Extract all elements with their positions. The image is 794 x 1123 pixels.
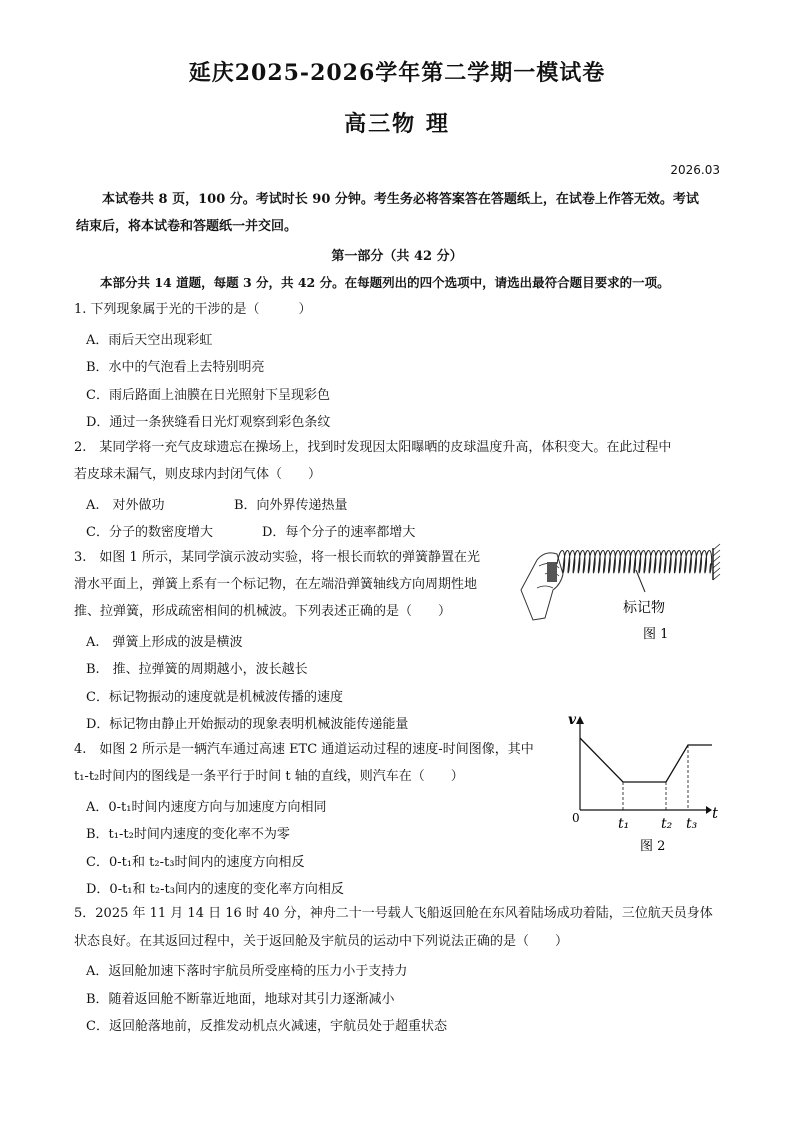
notice-line-1: 本试卷共 8 页，100 分。考试时长 90 分钟。考生务必将答案答在答题纸上，在试卷上作答无效。考试 [102,192,699,207]
notice-line-2: 结束后，将本试卷和答题纸一并交回。 [76,219,298,234]
figure-1-spring [515,540,730,650]
question-4-option-d: D．0-t₁和 t₂-t₃间内的速度的变化率方向相反 [86,882,344,897]
question-4-stem-line-1: 4. 如图 2 所示是一辆汽车通过高速 ETC 通道运动过程的速度-时间图像，其中 [74,742,534,757]
question-2-option-c: C．分子的数密度增大 [86,525,213,540]
question-2-stem-line-1: 2. 某同学将一充气皮球遗忘在操场上，找到时发现因太阳曝晒的皮球温度升高，体积变大。在此过程中 [74,440,672,455]
figure-1-caption: 图 1 [643,627,669,642]
exam-date: 2026.03 [670,163,720,177]
question-4-option-a: A．0-t₁时间内速度方向与加速度方向相同 [86,800,327,815]
question-5-option-c: C．返回舱落地前，反推发动机点火减速，宇航员处于超重状态 [86,1019,447,1034]
figure-2-vt-graph [560,708,730,858]
origin-label: 0 [572,811,580,825]
question-3-option-b: B. 推、拉弹簧的周期越小，波长越长 [86,662,308,677]
question-3-stem-line-3: 推、拉弹簧，形成疏密相间的机械波。下列表述正确的是（ ） [74,604,452,619]
question-4-option-b: B．t₁-t₂时间内速度的变化率不为零 [86,827,290,842]
question-3-option-a: A. 弹簧上形成的波是横波 [86,635,243,650]
question-2-option-a: A. 对外做功 [86,498,165,513]
question-5-option-b: B．随着返回舱不断靠近地面，地球对其引力逐渐减小 [86,992,395,1007]
question-1-option-a: A．雨后天空出现彩虹 [86,333,213,348]
t2-label: t₂ [661,816,673,832]
question-1-option-d: D．通过一条狭缝看日光灯观察到彩色条纹 [86,415,331,430]
question-2-stem-line-2: 若皮球未漏气，则皮球内封闭气体（ ） [74,467,322,482]
t1-label: t₁ [618,816,630,832]
marker-label: 标记物 [623,600,665,616]
velocity-curve [580,738,712,782]
question-1-option-c: C．雨后路面上油膜在日光照射下呈现彩色 [86,388,330,403]
v-axis-arrow-icon [576,716,584,724]
question-2-option-d: D．每个分子的速率都增大 [262,525,416,540]
exam-title: 延庆2025-2026学年第二学期一模试卷 [188,60,606,86]
t3-label: t₃ [686,816,698,832]
question-4-option-c: C．0-t₁和 t₂-t₃时间内的速度方向相反 [86,855,305,870]
question-1-stem: 1. 下列现象属于光的干涉的是（ ） [74,302,312,317]
marker-pointer [636,570,645,592]
question-3-option-d: D．标记物由静止开始振动的现象表明机械波能传递能量 [86,717,409,732]
question-5-option-a: A．返回舱加速下落时宇航员所受座椅的压力小于支持力 [86,964,408,979]
part-instructions: 本部分共 14 道题，每题 3 分，共 42 分。在每题列出的四个选项中，请选出最符合题目要求的一项。 [100,275,670,290]
question-5-stem-line-2: 状态良好。在其返回过程中，关于返回舱及宇航员的运动中下列说法正确的是（ ） [74,934,569,949]
v-axis-label: v [568,712,577,728]
exam-notice [76,186,721,240]
part-title: 第一部分（共 42 分） [331,249,463,264]
wall [713,544,720,580]
spring [557,551,713,574]
question-2-option-b: B．向外界传递热量 [234,498,348,513]
exam-subject: 高三物 理 [344,111,450,137]
question-1-option-b: B．水中的气泡看上去特别明亮 [86,360,265,375]
question-4-stem-line-2: t₁-t₂时间内的图线是一条平行于时间 t 轴的直线，则汽车在（ ） [74,769,464,784]
figure-2-caption: 图 2 [640,839,666,854]
t-axis-label: t [712,804,719,822]
question-5-stem-line-1: 5．2025 年 11 月 14 日 16 时 40 分，神舟二十一号载人飞船返回舱在东风着陆场成功着陆，三位航天员身体 [74,906,713,921]
question-3-stem-line-2: 滑水平面上，弹簧上系有一个标记物，在左端沿弹簧轴线方向周期性地 [74,577,478,592]
question-3-stem-line-1: 3. 如图 1 所示，某同学演示波动实验，将一根长而软的弹簧静置在光 [74,550,480,565]
question-3-option-c: C．标记物振动的速度就是机械波传播的速度 [86,690,343,705]
